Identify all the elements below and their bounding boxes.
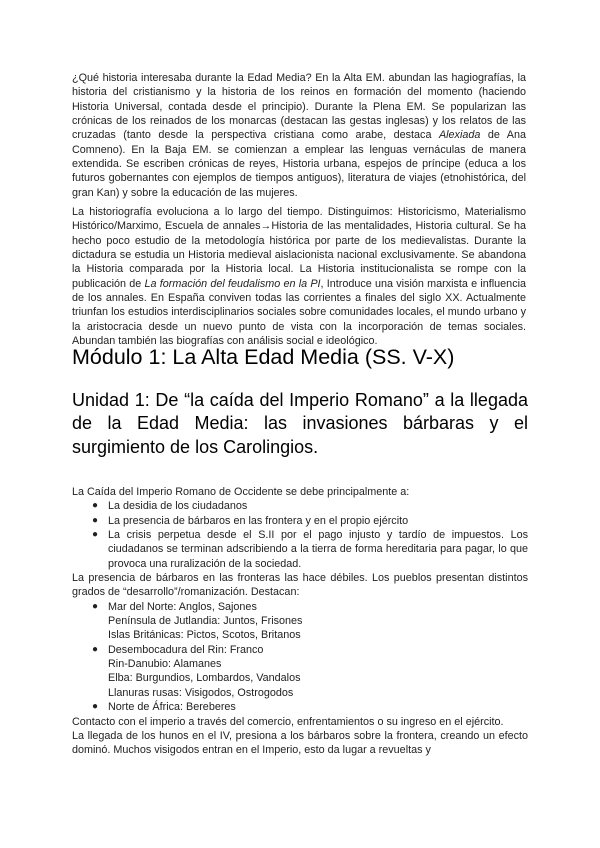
list-item-text: La crisis perpetua desde el S.II por el pago injusto y tardío de impuestos. Los ciudadanos se terminan adscribiendo a la tierra de forma hereditaria para pagar, lo que provoca una ruralización de la sociedad. (108, 529, 528, 570)
list-item (72, 499, 528, 513)
italic-title-alexiada: Alexiada (438, 129, 481, 142)
bullet-icon: ● (92, 600, 99, 612)
list-item (72, 514, 528, 528)
people-line: Rin-Danubio: Alamanes (108, 658, 222, 671)
closing-line-1: Contacto con el imperio a través del comercio, enfrentamientos o su ingreso en el ejército. (72, 715, 504, 728)
bullet-icon: ● (92, 643, 99, 655)
text-run: de Ana Comneno). En la Baja EM. se comienzan a emplear las lenguas vernáculas de manera extendida. Se escriben crónicas de reyes, Historia urbana, espejos de príncipe (educa a los futuros gobernantes con ejemplos de tiempos antiguos), literatura de viajes (etnohistórica, del gran Kan) y sobre la educación de las mujeres. (72, 129, 526, 199)
people-line: Islas Británicas: Pictos, Scotos, Britanos (108, 629, 301, 642)
bullet-icon: ● (92, 701, 99, 713)
peoples-list (72, 600, 528, 715)
list-item (72, 643, 528, 700)
unit-heading: Unidad 1: De “la caída del Imperio Romano” a la llegada de la Edad Media: las invasiones bárbaras y el surgimiento de los Carolingios. (72, 390, 528, 457)
people-line: Elba: Burgundios, Lombardos, Vandalos (108, 672, 301, 685)
intro-paragraph-2 (72, 205, 526, 348)
list-item (72, 700, 528, 714)
list-item-text: La desidia de los ciudadanos (108, 500, 248, 513)
text-run: La historiografía evoluciona a lo largo del tiempo. Distinguimos: Historicismo, Materialismo Histórico/Marximo, Escuela de annales→Historia de las mentalidades, Historia cultural. Se ha hecho poco estudio de la metodología histórica por parte de los medievalistas. Durante la dictadura se estudia un Historia medieval aislacionista nacional exclusivamente. Se abandona la Historia comparada por la Historia local. La Historia institucionalista se rompe con la publicación de (72, 206, 526, 290)
fall-intro: La Caída del Imperio Romano de Occidente se debe principalmente a: (72, 486, 410, 498)
bullet-icon: ● (92, 514, 99, 526)
intro-paragraph-1 (72, 71, 526, 200)
italic-book-title: La formación del feudalismo en la PI (144, 277, 321, 290)
list-item (72, 600, 528, 643)
closing-line-2: La llegada de los hunos en el IV, presiona a los bárbaros sobre la frontera, creando un efecto dominó. Muchos visigodos entran en el Imperio, esto da lugar a revueltas y (72, 729, 528, 757)
people-line: Norte de África: Bereberes (108, 701, 236, 714)
unit-body (72, 485, 528, 758)
people-line: Desembocadura del Rin: Franco (108, 643, 264, 656)
text-run: , Introduce una visión marxista e influencia de los annales. En España conviven todas las corrientes a finales del siglo XX. Actualmente triunfan los estudios interdisciplinarios sociales sobre comunidades locales, el mundo urbano y la aristocracia desde un nuevo punto de vista con la incorporación de temas sociales. Abundan también las biografías con análisis social e ideológico. (72, 277, 526, 348)
list-item (72, 528, 528, 571)
people-line: Mar del Norte: Anglos, Sajones (108, 600, 257, 613)
bullet-icon: ● (92, 500, 99, 512)
people-line: Llanuras rusas: Visigodos, Ostrogodos (108, 686, 294, 699)
text-run: ¿Qué historia interesaba durante la Edad Media? En la Alta EM. abundan las hagiografías, la historia del cristianismo y la historia de los reinos en formación del momento (haciendo Historia Universal, contada desde el principio). Durante la Plena EM. Se popularizan las crónicas de los reinados de los monarcas (destacan las gestas inglesas) y los relatos de las cruzadas (tanto desde la perspectiva cristiana como arabe, destaca (72, 72, 526, 142)
people-line: Península de Jutlandia: Juntos, Frisones (108, 615, 303, 628)
fall-causes-list (72, 499, 528, 571)
list-item-text: La presencia de bárbaros en las frontera y en el propio ejército (108, 514, 409, 527)
barbarians-intro: La presencia de bárbaros en las fronteras las hace débiles. Los pueblos presentan distintos grados de “desarrollo”/romanización. Destacan: (72, 572, 528, 599)
bullet-icon: ● (92, 529, 99, 541)
module-heading: Módulo 1: La Alta Edad Media (SS. V-X) (72, 345, 455, 369)
